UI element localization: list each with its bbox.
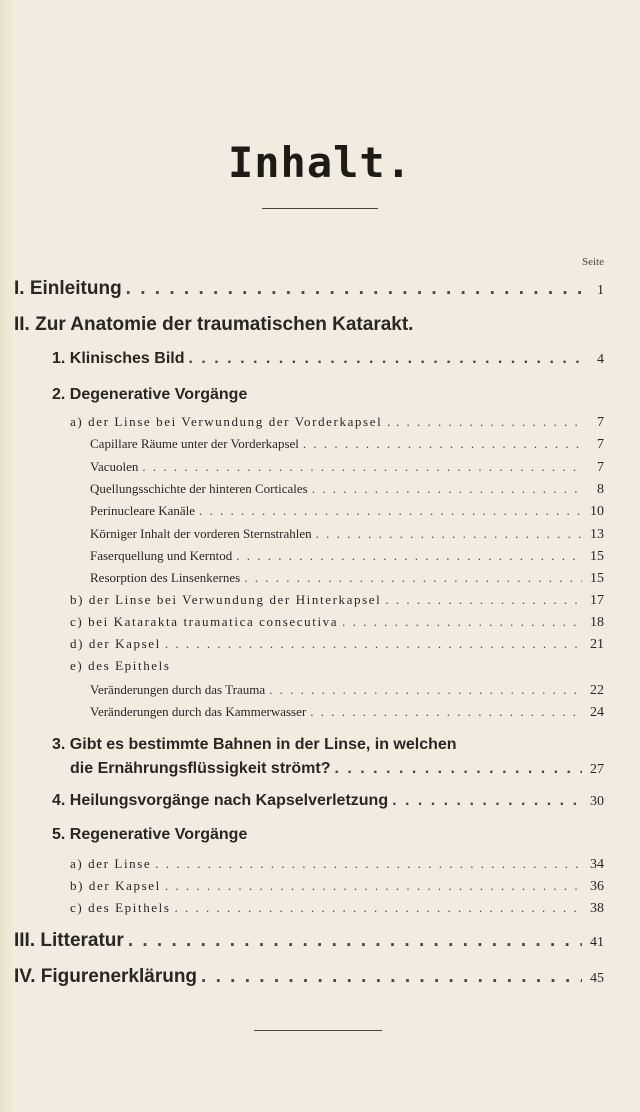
section-label: Einleitung	[29, 278, 122, 299]
toc-heading-anatomie	[14, 314, 413, 336]
dot-leader	[312, 481, 582, 497]
dot-leader	[165, 878, 582, 894]
section-label: a) der Linse bei Verwundung der Vorderkapsel .	[70, 414, 392, 429]
section-number: 2.	[52, 386, 66, 403]
toc-entry-linse-hinterkapsel	[70, 592, 604, 609]
section-label: e) des Epithels	[70, 658, 171, 673]
section-label: Heilungsvorgänge nach Kapselverletzung	[69, 792, 389, 809]
section-label: Faserquellung und Kerntod	[90, 548, 233, 563]
toc-entry-resorption	[90, 570, 604, 587]
toc-heading-degenerative	[52, 386, 247, 404]
page-number: 30	[590, 794, 604, 809]
page-number: 7	[597, 437, 604, 452]
section-label: Capillare Räume unter der Vorderkapsel	[90, 436, 299, 451]
section-label-continued: die Ernährungsflüssigkeit strömt?	[70, 760, 331, 777]
section-label: Perinucleare Kanäle	[90, 503, 196, 518]
dot-leader	[396, 414, 582, 430]
dot-leader	[342, 614, 582, 630]
toc-entry-litteratur	[14, 930, 604, 952]
toc-entry-linse-vorderkapsel	[70, 414, 604, 431]
dot-leader	[199, 503, 582, 519]
toc-entry-quellungsschichte	[90, 481, 604, 498]
section-label: c) des Epithels	[70, 900, 171, 915]
page-number: 45	[590, 971, 604, 986]
title-rule	[262, 208, 378, 209]
section-label: Quellungsschichte der hinteren Corticales	[90, 481, 308, 496]
section-label: Litteratur	[40, 930, 124, 951]
toc-entry-faserquellung	[90, 548, 604, 565]
page-number: 22	[590, 683, 604, 698]
section-label: c) bei Katarakta traumatica consecutiva	[70, 614, 339, 629]
dot-leader	[269, 682, 582, 698]
toc-entry-heilungsvorgaenge	[52, 792, 604, 810]
toc-entry-figurenerklaerung	[14, 966, 604, 988]
toc-entry-capillare	[90, 436, 604, 453]
page-number: 8	[597, 482, 604, 497]
page-number: 4	[597, 352, 604, 367]
dot-leader	[142, 459, 582, 475]
dot-leader	[128, 930, 582, 952]
section-label: Veränderungen durch das Kammerwasser	[90, 704, 307, 719]
toc-entry-perinucleare	[90, 503, 604, 520]
toc-heading-regenerative	[52, 826, 247, 844]
dot-leader	[155, 856, 582, 872]
toc-entry-regen-kapsel	[70, 878, 604, 895]
toc-heading-epithel	[70, 658, 171, 674]
dot-leader	[165, 636, 582, 652]
section-label: Vacuolen	[90, 459, 139, 474]
dot-leader	[201, 966, 582, 988]
toc-entry-katarakta	[70, 614, 604, 631]
toc-entry-kammerwasser	[90, 704, 604, 721]
closing-rule	[254, 1030, 382, 1031]
dot-leader	[334, 760, 582, 778]
section-label: Zur Anatomie der traumatischen Katarakt.	[35, 314, 414, 335]
section-number: 4.	[52, 792, 66, 809]
section-number: 1.	[52, 350, 66, 367]
dot-leader	[310, 704, 582, 720]
page-number: 15	[590, 571, 604, 586]
toc-entry-regen-epithel	[70, 900, 604, 917]
dot-leader	[303, 436, 582, 452]
section-number: 3.	[52, 736, 66, 753]
section-label: b) der Linse bei Verwundung der Hinterkapsel	[70, 592, 382, 607]
section-label: a) der Linse	[70, 856, 152, 871]
toc-entry-bahnen	[70, 760, 604, 778]
page-number: 17	[590, 593, 604, 608]
dot-leader	[392, 792, 582, 810]
dot-leader	[316, 526, 582, 542]
section-label: Veränderungen durch das Trauma	[90, 682, 266, 697]
dot-leader	[385, 592, 582, 608]
page-number: 7	[597, 415, 604, 430]
section-label: Regenerative Vorgänge	[69, 826, 248, 843]
toc-entry-klinisches-bild	[52, 350, 604, 368]
page-number: 34	[590, 857, 604, 872]
dot-leader	[236, 548, 582, 564]
section-number: III.	[14, 930, 36, 951]
page-number: 1	[597, 283, 604, 298]
section-label: Klinisches Bild	[69, 350, 185, 367]
page-number: 7	[597, 460, 604, 475]
dot-leader	[126, 278, 582, 300]
section-number: I.	[14, 278, 25, 299]
toc-entry-regen-linse	[70, 856, 604, 873]
toc-entry-einleitung	[14, 278, 604, 300]
dot-leader	[175, 900, 582, 916]
page-number: 15	[590, 549, 604, 564]
toc-entry-kapsel	[70, 636, 604, 653]
page-number: 41	[590, 935, 604, 950]
section-label: b) der Kapsel	[70, 878, 161, 893]
page-number: 27	[590, 762, 604, 777]
section-label: Gibt es bestimmte Bahnen in der Linse, in welchen	[69, 736, 457, 753]
section-label: Körniger Inhalt der vorderen Sternstrahlen	[90, 526, 312, 541]
page-number: 38	[590, 901, 604, 916]
page-number: 18	[590, 615, 604, 630]
page-number: 21	[590, 637, 604, 652]
page-title: Inhalt.	[227, 138, 412, 187]
toc-heading-bahnen	[52, 736, 457, 754]
page-number: 24	[590, 705, 604, 720]
section-label: Degenerative Vorgänge	[69, 386, 248, 403]
section-number: II.	[14, 314, 30, 335]
section-label: Figurenerklärung	[40, 966, 198, 987]
page-column-header: Seite	[582, 256, 604, 268]
toc-entry-koerniger-inhalt	[90, 526, 604, 543]
dot-leader	[189, 350, 583, 368]
section-number: 5.	[52, 826, 66, 843]
toc-entry-vacuolen	[90, 459, 604, 476]
section-number: IV.	[14, 966, 36, 987]
page-number: 10	[590, 504, 604, 519]
toc-entry-trauma	[90, 682, 604, 699]
section-label: Resorption des Linsenkernes	[90, 570, 241, 585]
section-label: d) der Kapsel	[70, 636, 161, 651]
page-number: 13	[590, 527, 604, 542]
dot-leader	[244, 570, 582, 586]
page-number: 36	[590, 879, 604, 894]
